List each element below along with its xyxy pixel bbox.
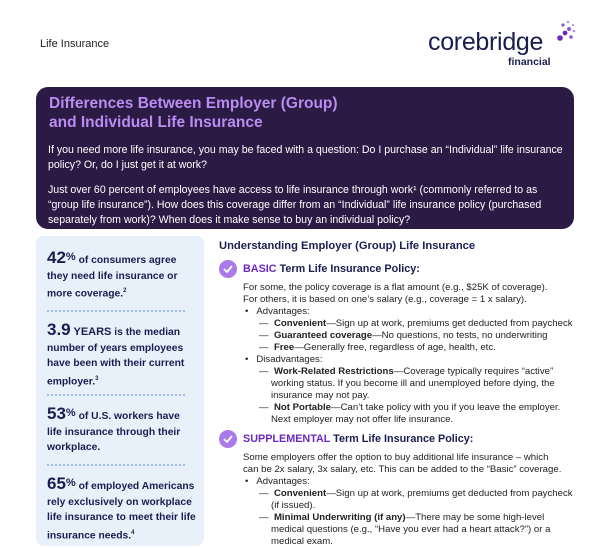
list-item-continued: insurance may not pay. [271,390,370,401]
basic-policy-title: BASIC Term Life Insurance Policy: [243,263,420,275]
page-title: Differences Between Employer (Group) and Individual Life Insurance [49,95,338,131]
list-item-continued: medical exam. [271,536,333,547]
advantages-label: • Advantages: [245,306,310,317]
document-category-label: Life Insurance [40,38,110,50]
intro-banner [36,87,574,229]
checkmark-icon [219,260,237,278]
basic-intro-line: For some, the policy coverage is a flat amount (e.g., $25K of coverage). [243,282,548,293]
list-item-continued: medical questions (e.g., “Have you ever had a heart attack?”) or a [271,524,551,535]
logo-dots-icon [546,18,576,48]
supplemental-intro-line: Some employers offer the option to buy additional life insurance – which [243,452,549,463]
list-item: — Not Portable—Can’t take policy with you if you leave the employer. [259,402,561,413]
logo-subtitle: financial [508,56,551,68]
stat-item: 42% of consumers agree they need life insurance or more coverage.$^2$ [47,248,178,300]
divider [47,310,185,312]
list-item: — Minimal Underwriting (if any)—There may be some high-level [259,512,545,523]
basic-intro-line: For others, it is based on one’s salary (e.g., coverage = 1 x salary). [243,294,527,305]
stat-item: 65% of employed Americans rely exclusively on workplace life insurance to meet their life insurance needs.$^4$ [47,474,196,541]
divider [47,394,185,396]
intro-paragraph-2: Just over 60 percent of employees have access to life insurance through work¹ (commonly referred to as “group life insurance”). How does this coverage differ from an “Individual” life insurance policy (purchased separately from work)? When does it make sense to buy an individual policy? [48,184,542,226]
intro-paragraph-1: If you need more life insurance, you may be faced with a question: Do I purchase an “Individual” life insurance policy? Or, do I just get it at work? [48,144,563,171]
supplemental-policy-title: SUPPLEMENTAL Term Life Insurance Policy: [243,433,474,445]
list-item: — Convenient—Sign up at work, premiums get deducted from paycheck [259,488,573,499]
divider [47,464,185,466]
list-item: — Free—Generally free, regardless of age, health, etc. [259,342,496,353]
stat-item: 3.9 YEARS is the median number of years employees have been with their current employer.$^3$ [47,320,185,387]
supplemental-intro-line: can be 2x salary, 3x salary, etc. This can be added to the “Basic” coverage. [243,464,562,475]
list-item-continued: (if issued). [271,500,316,511]
section-heading: Understanding Employer (Group) Life Insurance [219,240,476,252]
checkmark-icon [219,430,237,448]
logo-wordmark: corebridge [428,28,544,56]
statistics-sidebar [36,236,204,546]
list-item-continued: working status. If you become ill and unemployed before dying, the [271,378,555,389]
stat-item: 53% of U.S. workers have life insurance through their workplace. [47,404,181,453]
advantages-label: • Advantages: [245,476,310,487]
list-item: — Convenient—Sign up at work, premiums get deducted from paycheck [259,318,573,329]
list-item: — Guaranteed coverage—No questions, no tests, no underwriting [259,330,548,341]
corebridge-logo [428,28,578,72]
list-item: — Work-Related Restrictions—Coverage typically requires “active” [259,366,554,377]
disadvantages-label: • Disadvantages: [245,354,323,365]
list-item-continued: Next employer may not offer life insurance. [271,414,454,425]
